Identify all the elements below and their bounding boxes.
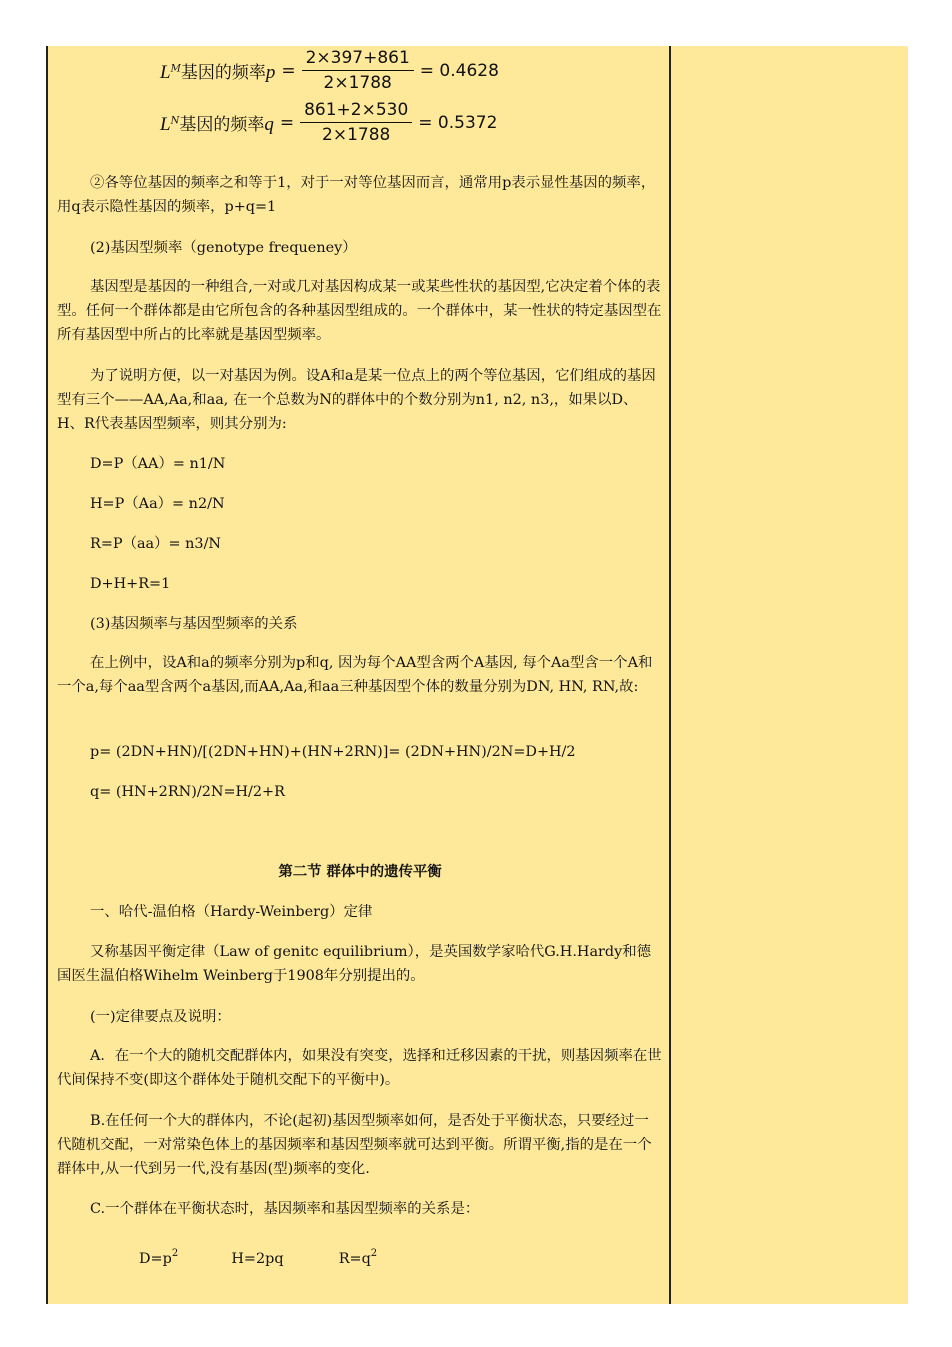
paragraph-genotype-definition: 基因型是基因的一种组合,一对或几对基因构成某一或某些性状的基因型,它决定着个体的表型。任何一个群体都是由它所包含的各种基因型组成的。一个群体中，某一性状的特定基因型在所有基因型中所占的比率就是基因型频率。: [57, 279, 662, 343]
equilibrium-d: $D=p^2$: [139, 1248, 179, 1267]
paragraph-point-b: B.在任何一个大的群体内，不论(起初)基因型频率如何，是否处于平衡状态，只要经过一代随机交配，一对常染色体上的基因频率和基因型频率就可达到平衡。所谓平衡,指的是在一个群体中,从一代到另一代,没有基因(型)频率的变化.: [57, 1113, 652, 1177]
equation-p: p= (2DN+HN)/[(2DN+HN)+(HN+2RN)]= (2DN+HN)/2N=D+H/2: [90, 744, 576, 760]
formula-result: = 0.4628: [419, 60, 499, 81]
paragraph-heading-genotype-frequency: (2)基因型频率（genotype frequeney）: [90, 240, 357, 256]
table-border-middle: [669, 46, 671, 1304]
fraction: $\frac{861+2\times 530}{2\times 1788}$: [300, 100, 412, 145]
equilibrium-r: $R=q^2$: [338, 1248, 378, 1267]
equation-r: R=P（aa）= n3/N: [90, 536, 222, 552]
paragraph-heading-hardy-weinberg: 一、哈代-温伯格（Hardy-Weinberg）定律: [90, 904, 373, 920]
paragraph-point-c: C.一个群体在平衡状态时，基因频率和基因型频率的关系是：: [90, 1201, 480, 1217]
formula-label: $L^M$基因的频率p: [160, 61, 276, 83]
equation-q: q= (HN+2RN)/2N=H/2+R: [90, 784, 285, 800]
formula-label: $L^N$基因的频率q: [160, 113, 274, 135]
paragraph-example: 为了说明方便，以一对基因为例。设A和a是某一位点上的两个等位基因，它们组成的基因型有三个——AA,Aa,和aa, 在一个总数为N的群体中的个数分别为n1, n2, n3,，如果以D、H、R代表基因型频率，则其分别为:: [57, 368, 656, 432]
equation-d: D=P（AA）= n1/N: [90, 456, 226, 472]
formula-result: = 0.5372: [418, 112, 498, 133]
equation-sum: D+H+R=1: [90, 576, 171, 592]
formula-q: $L^N$基因的频率q = $\frac{861+2\times 530}{2\times 1788}$ = 0.5372: [160, 100, 498, 145]
paragraph-relationship: 在上例中，设A和a的频率分别为p和q, 因为每个AA型含两个A基因, 每个Aa型含一个A和一个a,每个aa型含两个a基因,而AA,Aa,和aa三种基因型个体的数量分别为DN, HN, RN,故:: [57, 655, 653, 695]
formula-p: $L^M$基因的频率p = $\frac{2\times 397+861}{2\times 1788}$ = 0.4628: [160, 48, 499, 93]
paragraph-allele-sum: ②各等位基因的频率之和等于1，对于一对等位基因而言，通常用p表示显性基因的频率，用q表示隐性基因的频率，p+q=1: [57, 175, 656, 215]
table-border-left: [46, 46, 48, 1304]
fraction: $\frac{2\times 397+861}{2\times 1788}$: [302, 48, 414, 93]
equilibrium-h: H=2pq: [231, 1251, 284, 1267]
equation-h: H=P（Aa）= n2/N: [90, 496, 225, 512]
paragraph-heading-relationship: (3)基因频率与基因型频率的关系: [90, 616, 298, 632]
paragraph-point-a: A．在一个大的随机交配群体内，如果没有突变，选择和迁移因素的干扰，则基因频率在世代间保持不变(即这个群体处于随机交配下的平衡中)。: [57, 1048, 662, 1088]
paragraph-hw-intro: 又称基因平衡定律（Law of genitc equilibrium），是英国数学家哈代G.H.Hardy和德国医生温伯格Wihelm Weinberg于1908年分别提出的。: [57, 944, 652, 984]
equilibrium-equations: [57, 1242, 663, 1271]
paragraph-heading-points: (一)定律要点及说明：: [90, 1009, 231, 1025]
section-title: 第二节 群体中的遗传平衡: [278, 863, 442, 880]
